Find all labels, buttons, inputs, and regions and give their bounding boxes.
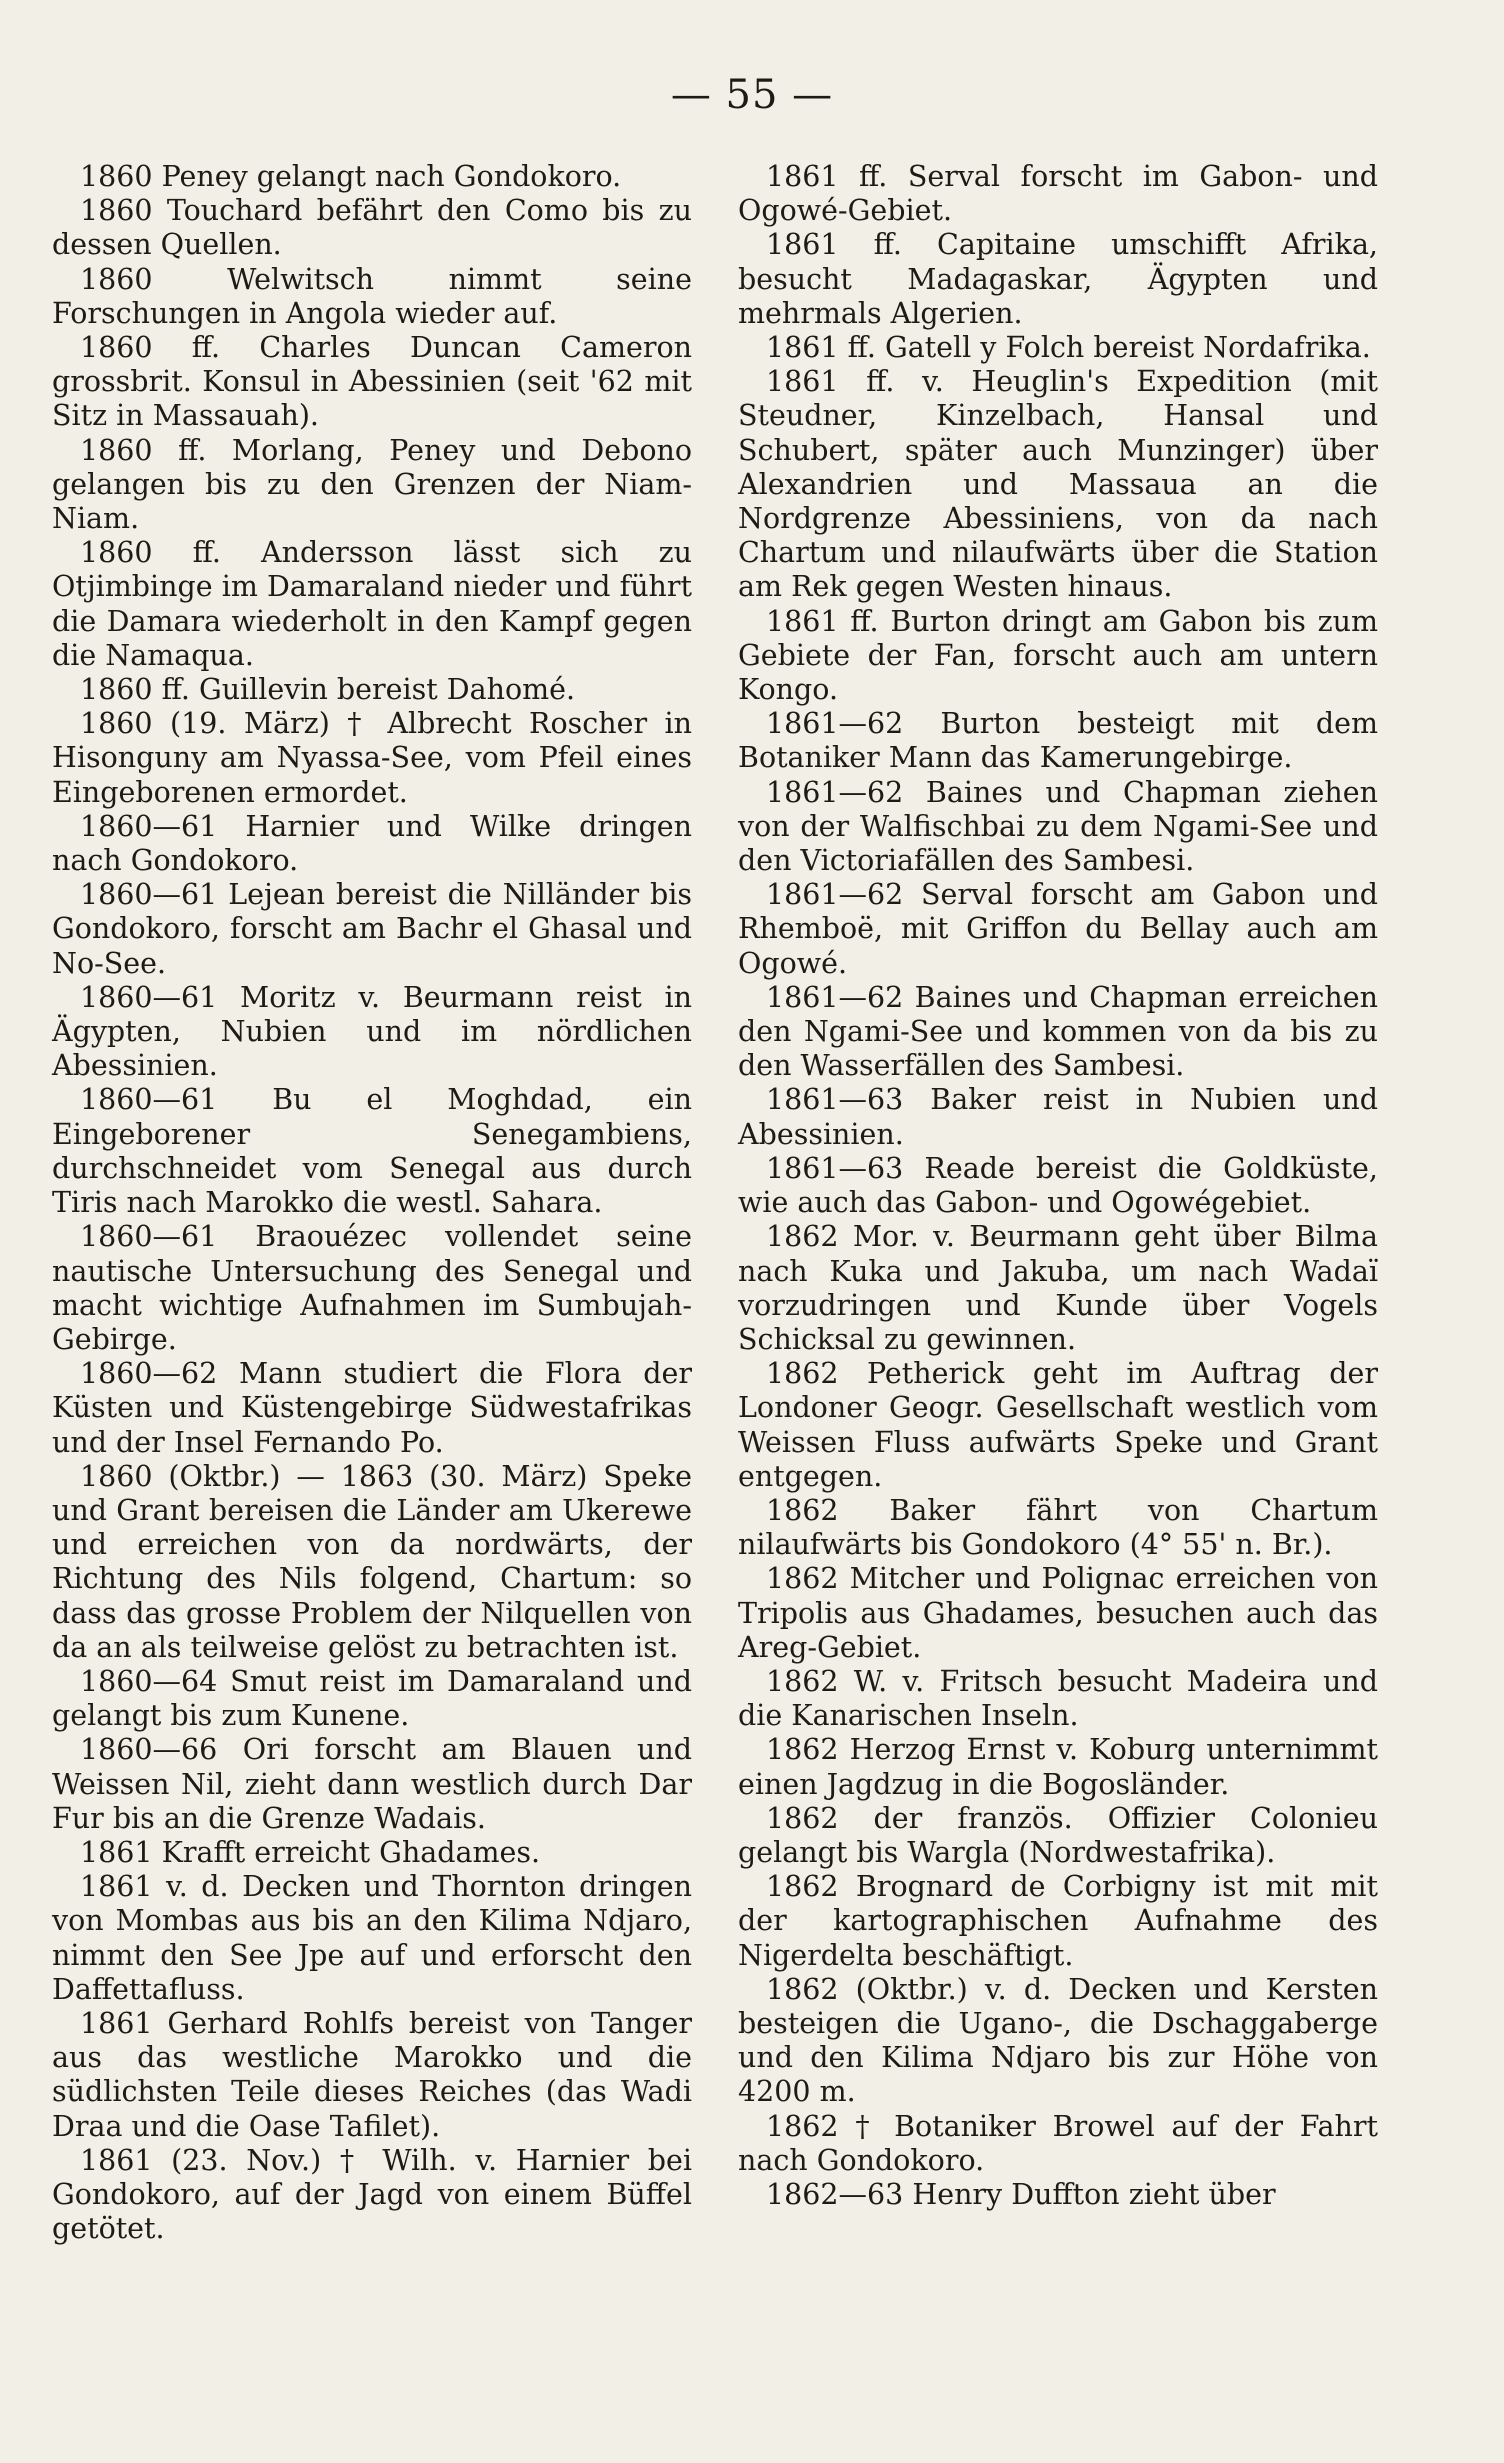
chronology-entry: 1861—62 Serval forscht am Gabon und Rhemboë, mit Griffon du Bellay auch am Ogowé. bbox=[738, 878, 1378, 980]
chronology-entry: 1860 Peney gelangt nach Gondokoro. bbox=[80, 160, 622, 193]
chronology-entry: 1860—61 Harnier und Wilke dringen nach Gondokoro. bbox=[52, 809, 692, 878]
chronology-entry: 1860—62 Mann studiert die Flora der Küsten und Küstengebirge Südwestafrikas und der Insel Fernando Po. bbox=[52, 1357, 692, 1459]
chronology-entry: 1862 Brognard de Corbigny ist mit mit der kartographischen Aufnahme des Nigerdelta beschäftigt. bbox=[738, 1870, 1378, 1972]
page-number: — 55 — bbox=[670, 72, 834, 118]
chronology-entry: 1860—61 Braouézec vollendet seine nautische Untersuchung des Senegal und macht wichtige Aufnahmen im Sumbujah-Gebirge. bbox=[52, 1220, 692, 1356]
chronology-entry: 1860 ff. Guillevin bereist Dahomé. bbox=[80, 673, 576, 707]
chronology-entry: 1861—63 Baker reist in Nubien und Abessinien. bbox=[738, 1083, 1378, 1151]
chronology-entry: 1862 Mor. v. Beurmann geht über Bilma nach Kuka und Jakuba, um nach Wadaï vorzudringen und Kunde über Vogels Schicksal zu gewinnen. bbox=[738, 1220, 1378, 1356]
chronology-entry: 1862 Herzog Ernst v. Koburg unternimmt einen Jagdzug in die Bogosländer. bbox=[738, 1733, 1378, 1801]
chronology-entry: 1862 (Oktbr.) v. d. Decken und Kersten besteigen die Ugano-, die Dschaggaberge und den Kilima Ndjaro bis zur Höhe von 4200 m. bbox=[738, 1972, 1378, 2109]
chronology-entry: 1860 ff. Charles Duncan Cameron grossbrit. Konsul in Abessinien (seit '62 mit Sitz in Massauah). bbox=[52, 331, 692, 433]
chronology-entry: 1862 † Botaniker Browel auf der Fahrt nach Gondokoro. bbox=[738, 2109, 1378, 2177]
chronology-entry: 1861 (23. Nov.) † Wilh. v. Harnier bei Gondokoro, auf der Jagd von einem Büffel getötet. bbox=[52, 2143, 692, 2246]
chronology-entry: 1861—62 Baines und Chapman erreichen den Ngami-See und kommen von da bis zu den Wasserfällen des Sambesi. bbox=[738, 980, 1378, 1083]
chronology-entry: 1860—64 Smut reist im Damaraland und gelangt bis zum Kunene. bbox=[52, 1664, 692, 1733]
chronology-entry: 1860 ff. Andersson lässt sich zu Otjimbinge im Damaraland nieder und führt die Damara wiederholt in den Kampf gegen die Namaqua. bbox=[52, 536, 692, 672]
chronology-entry: 1861 Krafft erreicht Ghadames. bbox=[80, 1835, 541, 1869]
chronology-entry: 1860—66 Ori forscht am Blauen und Weissen Nil, zieht dann westlich durch Dar Fur bis an die Grenze Wadais. bbox=[52, 1733, 692, 1835]
chronology-entry: 1861—63 Reade bereist die Goldküste, wie auch das Gabon- und Ogowégebiet. bbox=[738, 1151, 1378, 1220]
chronology-entry: 1860 Touchard befährt den Como bis zu dessen Quellen. bbox=[52, 194, 692, 262]
left-column bbox=[52, 160, 692, 2246]
chronology-entry: 1861 ff. Serval forscht im Gabon- und Ogowé-Gebiet. bbox=[738, 160, 1378, 228]
chronology-entry: 1861 ff. Capitaine umschifft Afrika, besucht Madagaskar, Ägypten und mehrmals Algerien. bbox=[738, 228, 1378, 330]
chronology-entry: 1860—61 Lejean bereist die Nilländer bis Gondokoro, forscht am Bachr el Ghasal und No-See. bbox=[52, 878, 692, 980]
chronology-entry: 1860 ff. Morlang, Peney und Debono gelangen bis zu den Grenzen der Niam-Niam. bbox=[52, 433, 692, 536]
chronology-entry: 1860 (Oktbr.) — 1863 (30. März) Speke und Grant bereisen die Länder am Ukerewe und erreichen von da nordwärts, der Richtung des Nils folgend, Chartum: so dass das grosse Problem der Nilquellen von da an als teilweise gelöst zu betrachten ist. bbox=[52, 1459, 692, 1664]
chronology-entry: 1860—61 Bu el Moghdad, ein Eingeborener Senegambiens, durchschneidet vom Senegal aus durch Tiris nach Marokko die westl. Sahara. bbox=[52, 1083, 692, 1220]
chronology-entry: 1861 ff. Gatell y Folch bereist Nordafrika. bbox=[766, 331, 1371, 365]
chronology-entry: 1862 Petherick geht im Auftrag der Londoner Geogr. Gesellschaft westlich vom Weissen Fluss aufwärts Speke und Grant entgegen. bbox=[738, 1357, 1378, 1493]
chronology-entry: 1862 der französ. Offizier Colonieu gelangt bis Wargla (Nordwestafrika). bbox=[738, 1801, 1378, 1869]
chronology-entry: 1861—62 Burton besteigt mit dem Botaniker Mann das Kamerungebirge. bbox=[738, 707, 1378, 775]
chronology-entry: 1862 W. v. Fritsch besucht Madeira und die Kanarischen Inseln. bbox=[738, 1664, 1378, 1733]
chronology-entry: 1861 ff. v. Heuglin's Expedition (mit Steudner, Kinzelbach, Hansal und Schubert, später auch Munzinger) über Alexandrien und Massaua an die Nordgrenze Abessiniens, von da nach Chartum und nilaufwärts über die Station am Rek gegen Westen hinaus. bbox=[738, 365, 1378, 604]
chronology-entry: 1861 ff. Burton dringt am Gabon bis zum Gebiete der Fan, forscht auch am untern Kongo. bbox=[738, 604, 1378, 707]
chronology-entry: 1860 Welwitsch nimmt seine Forschungen in Angola wieder auf. bbox=[52, 262, 692, 330]
chronology-entry: 1861—62 Baines und Chapman ziehen von der Walfischbai zu dem Ngami-See und den Victoriafällen des Sambesi. bbox=[738, 775, 1378, 878]
chronology-entry: 1862 Mitcher und Polignac erreichen von Tripolis aus Ghadames, besuchen auch das Areg-Gebiet. bbox=[738, 1562, 1378, 1664]
chronology-entry: 1862—63 Henry Duffton zieht über bbox=[766, 2177, 1276, 2211]
chronology-entry: 1860—61 Moritz v. Beurmann reist in Ägypten, Nubien und im nördlichen Abessinien. bbox=[52, 980, 692, 1083]
chronology-entry: 1861 v. d. Decken und Thornton dringen von Mombas aus bis an den Kilima Ndjaro, nimmt den See Jpe auf und erforscht den Daffettafluss. bbox=[52, 1870, 692, 2006]
chronology-entry: 1860 (19. März) † Albrecht Roscher in Hisonguny am Nyassa-See, vom Pfeil eines Eingeborenen ermordet. bbox=[52, 707, 692, 809]
chronology-entry: 1862 Baker fährt von Chartum nilaufwärts bis Gondokoro (4° 55' n. Br.). bbox=[738, 1493, 1378, 1562]
right-column bbox=[738, 160, 1378, 2212]
chronology-entry: 1861 Gerhard Rohlfs bereist von Tanger aus das westliche Marokko und die südlichsten Teile dieses Reiches (das Wadi Draa und die Oase Tafilet). bbox=[52, 2006, 692, 2143]
